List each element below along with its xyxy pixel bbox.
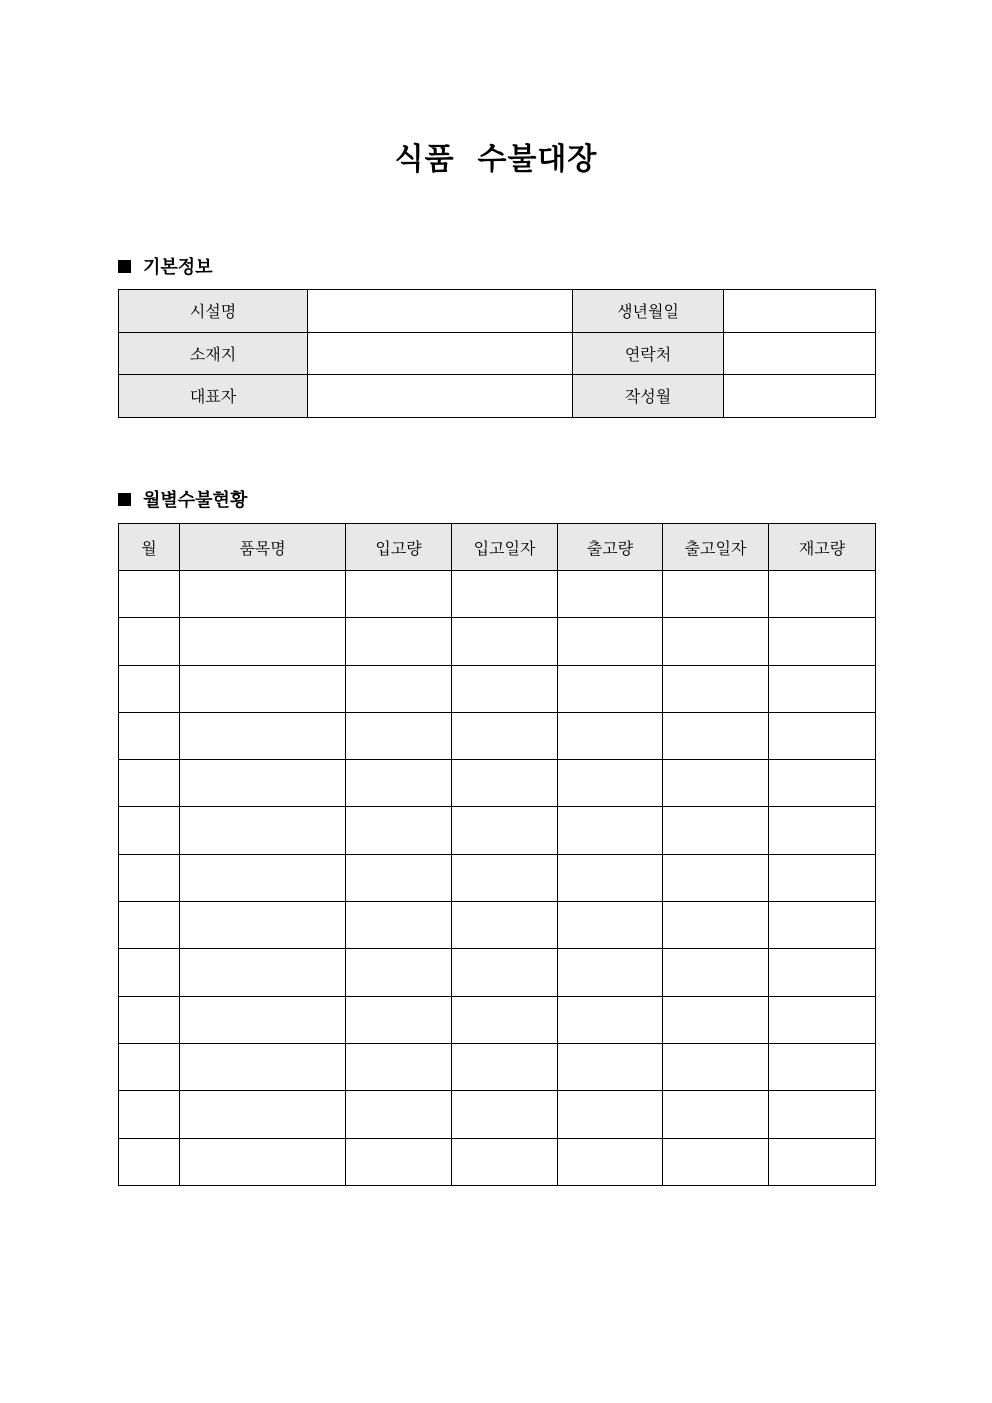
- field-value[interactable]: [724, 290, 876, 333]
- table-cell[interactable]: [346, 1091, 452, 1138]
- table-cell[interactable]: [346, 618, 452, 665]
- table-cell[interactable]: [346, 996, 452, 1043]
- table-cell[interactable]: [558, 665, 663, 712]
- table-header-row: [119, 524, 876, 571]
- field-label: 생년월일: [573, 290, 724, 333]
- field-label: 작성월: [573, 375, 724, 418]
- table-cell[interactable]: [558, 1138, 663, 1185]
- column-header: 입고일자: [452, 524, 558, 571]
- table-cell[interactable]: [119, 1138, 180, 1185]
- table-cell[interactable]: [769, 854, 876, 901]
- table-cell[interactable]: [119, 618, 180, 665]
- page-title: 식품 수불대장: [394, 142, 598, 177]
- table-cell[interactable]: [346, 1138, 452, 1185]
- table-cell[interactable]: [346, 665, 452, 712]
- column-header: 출고일자: [663, 524, 769, 571]
- table-cell[interactable]: [119, 571, 180, 618]
- field-label: 시설명: [119, 290, 308, 333]
- table-cell[interactable]: [119, 760, 180, 807]
- column-header: 월: [119, 524, 180, 571]
- table-cell[interactable]: [769, 949, 876, 996]
- table-cell[interactable]: [346, 807, 452, 854]
- table-cell[interactable]: [180, 571, 346, 618]
- table-cell[interactable]: [180, 807, 346, 854]
- table-row: [119, 854, 876, 901]
- table-cell[interactable]: [663, 1043, 769, 1090]
- table-row: [119, 902, 876, 949]
- monthly-status-heading-label: 월별수불현황: [143, 490, 248, 511]
- table-cell[interactable]: [452, 807, 558, 854]
- table-cell[interactable]: [346, 854, 452, 901]
- table-cell[interactable]: [452, 1043, 558, 1090]
- table-cell[interactable]: [558, 618, 663, 665]
- table-row: [119, 760, 876, 807]
- table-cell[interactable]: [180, 1043, 346, 1090]
- table-cell[interactable]: [346, 902, 452, 949]
- table-cell[interactable]: [452, 1091, 558, 1138]
- table-cell[interactable]: [558, 807, 663, 854]
- table-row: [119, 618, 876, 665]
- table-cell[interactable]: [452, 571, 558, 618]
- table-cell[interactable]: [558, 854, 663, 901]
- table-cell[interactable]: [180, 712, 346, 759]
- table-cell[interactable]: [769, 665, 876, 712]
- column-header: 입고량: [346, 524, 452, 571]
- column-header: 출고량: [558, 524, 663, 571]
- table-cell[interactable]: [663, 760, 769, 807]
- field-value[interactable]: [308, 290, 573, 333]
- table-cell[interactable]: [180, 1091, 346, 1138]
- table-cell[interactable]: [769, 1043, 876, 1090]
- table-cell[interactable]: [180, 618, 346, 665]
- table-cell[interactable]: [180, 949, 346, 996]
- table-cell[interactable]: [558, 1043, 663, 1090]
- table-cell[interactable]: [119, 854, 180, 901]
- table-cell[interactable]: [452, 760, 558, 807]
- table-row: [119, 665, 876, 712]
- table-cell[interactable]: [452, 1138, 558, 1185]
- table-cell[interactable]: [558, 902, 663, 949]
- field-value[interactable]: [724, 332, 876, 375]
- table-cell[interactable]: [180, 996, 346, 1043]
- table-cell[interactable]: [769, 571, 876, 618]
- table-cell[interactable]: [558, 996, 663, 1043]
- table-cell[interactable]: [452, 665, 558, 712]
- table-cell[interactable]: [769, 760, 876, 807]
- column-header: 재고량: [769, 524, 876, 571]
- table-cell[interactable]: [769, 902, 876, 949]
- table-cell[interactable]: [346, 949, 452, 996]
- table-cell[interactable]: [558, 1091, 663, 1138]
- column-header: 품목명: [180, 524, 346, 571]
- table-cell[interactable]: [663, 618, 769, 665]
- table-cell[interactable]: [180, 665, 346, 712]
- table-cell[interactable]: [769, 807, 876, 854]
- basic-info-row: [119, 332, 876, 375]
- table-cell[interactable]: [558, 949, 663, 996]
- table-cell[interactable]: [558, 712, 663, 759]
- table-cell[interactable]: [769, 712, 876, 759]
- table-cell[interactable]: [663, 996, 769, 1043]
- table-cell[interactable]: [119, 1091, 180, 1138]
- table-cell[interactable]: [663, 571, 769, 618]
- field-label: 연락처: [573, 332, 724, 375]
- square-bullet-icon: [118, 493, 131, 506]
- table-row: [119, 807, 876, 854]
- monthly-status-heading: [118, 486, 247, 512]
- basic-info-row: [119, 375, 876, 418]
- table-cell[interactable]: [663, 665, 769, 712]
- table-cell[interactable]: [346, 571, 452, 618]
- table-cell[interactable]: [663, 949, 769, 996]
- table-cell[interactable]: [119, 902, 180, 949]
- table-cell[interactable]: [663, 1138, 769, 1185]
- table-cell[interactable]: [119, 807, 180, 854]
- table-cell[interactable]: [558, 760, 663, 807]
- table-cell[interactable]: [346, 760, 452, 807]
- table-cell[interactable]: [769, 1138, 876, 1185]
- field-label: 대표자: [119, 375, 308, 418]
- basic-info-table: [118, 289, 876, 418]
- table-row: [119, 1138, 876, 1185]
- table-cell[interactable]: [663, 902, 769, 949]
- table-cell[interactable]: [180, 760, 346, 807]
- table-cell[interactable]: [180, 854, 346, 901]
- table-cell[interactable]: [663, 854, 769, 901]
- table-cell[interactable]: [452, 949, 558, 996]
- field-value[interactable]: [308, 375, 573, 418]
- table-cell[interactable]: [663, 1091, 769, 1138]
- table-cell[interactable]: [346, 1043, 452, 1090]
- table-cell[interactable]: [119, 949, 180, 996]
- table-cell[interactable]: [452, 712, 558, 759]
- table-cell[interactable]: [346, 712, 452, 759]
- table-row: [119, 996, 876, 1043]
- table-row: [119, 1091, 876, 1138]
- basic-info-heading-label: 기본정보: [143, 257, 213, 278]
- table-cell[interactable]: [119, 1043, 180, 1090]
- square-bullet-icon: [118, 260, 131, 273]
- basic-info-heading: [118, 253, 213, 279]
- field-value[interactable]: [724, 375, 876, 418]
- basic-info-row: [119, 290, 876, 333]
- table-cell[interactable]: [452, 618, 558, 665]
- table-cell[interactable]: [119, 665, 180, 712]
- table-cell[interactable]: [663, 712, 769, 759]
- table-cell[interactable]: [558, 571, 663, 618]
- table-cell[interactable]: [769, 996, 876, 1043]
- table-row: [119, 1043, 876, 1090]
- monthly-status-table: [118, 523, 876, 1186]
- table-cell[interactable]: [452, 902, 558, 949]
- field-label: 소재지: [119, 332, 308, 375]
- table-cell[interactable]: [769, 618, 876, 665]
- table-cell[interactable]: [119, 712, 180, 759]
- field-value[interactable]: [308, 332, 573, 375]
- table-cell[interactable]: [119, 996, 180, 1043]
- table-cell[interactable]: [663, 807, 769, 854]
- table-cell[interactable]: [769, 1091, 876, 1138]
- table-row: [119, 712, 876, 759]
- table-cell[interactable]: [452, 854, 558, 901]
- table-cell[interactable]: [180, 902, 346, 949]
- table-cell[interactable]: [452, 996, 558, 1043]
- table-row: [119, 571, 876, 618]
- table-row: [119, 949, 876, 996]
- table-cell[interactable]: [180, 1138, 346, 1185]
